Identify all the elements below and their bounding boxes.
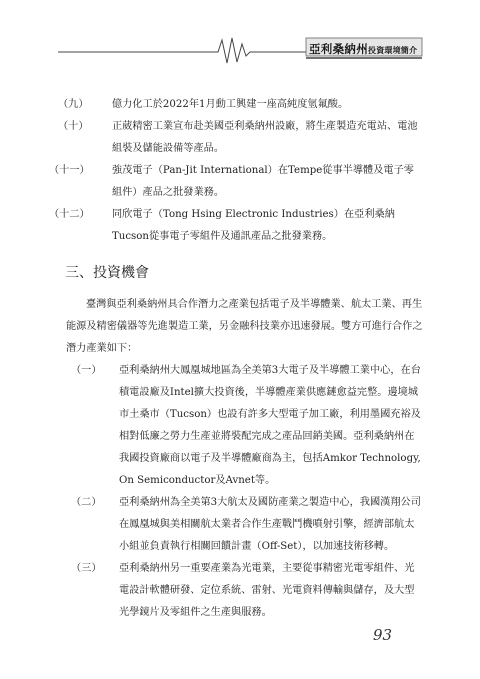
item-text: 同欣電子（Tong Hsing Electronic Industries）在亞利桑納Tucson從事電子零組件及通訊產品之批發業務。 <box>112 209 395 242</box>
page-header <box>0 0 480 70</box>
item-number: （九） <box>58 99 89 110</box>
header-line-graphic <box>0 0 480 70</box>
item-number: （二） <box>71 497 102 508</box>
item-text: 亞利桑納州為全美第3大航太及國防產業之製造中心，我國漢翔公司在鳳凰城與美相關航太業者合作生產戰鬥機噴射引擎，經濟部航太小組並負責執行相關回饋計畫（Off-Set），以加速技術移轉。 <box>119 497 421 552</box>
item-text: 正葳精密工業宣布赴美國亞利桑納州設廠，將生產製造充電站、電池組裝及儲能設備等產品。 <box>112 121 418 154</box>
item-number: （三） <box>71 563 102 574</box>
list-item <box>71 558 424 624</box>
item-number: （一） <box>71 365 102 376</box>
list-item <box>58 94 424 116</box>
list-item <box>71 360 424 492</box>
list-item <box>49 160 424 204</box>
item-text: 亞利桑納州另一重要產業為光電業，主要從事精密光電零組件、光電設計軟體研發、定位系統、雷射、光電資料傳輸與儲存，及大型光學鏡片及零組件之生產與服務。 <box>119 563 415 618</box>
list-item <box>49 204 424 248</box>
item-text: 亞利桑納州大鳳凰城地區為全美第3大電子及半導體工業中心，在台積電設廠及Intel擴大投資後，半導體產業供應鏈愈益完整。邊境城市土桑市（Tucson）也設有許多大型電子加工廠，利用墨國充裕及相對低廉之勞力生產並將裝配完成之產品回銷美國。亞利桑納州在我國投資廠商以電子及半導體廠商為主，包括Amkor Technology, On Semiconductor及Avnet等。 <box>119 365 421 486</box>
header-title-small: 投資環境簡介 <box>368 46 418 55</box>
item-number: （十一） <box>49 165 90 176</box>
item-text: 強茂電子（Pan-Jit International）在Tempe從事半導體及電子零組件）產品之批發業務。 <box>112 165 414 198</box>
item-number: （十） <box>58 121 89 132</box>
list-item <box>58 116 424 160</box>
header-title-main: 亞利桑納州 <box>309 42 368 56</box>
header-title <box>309 41 417 57</box>
section-intro: 臺灣與亞利桑納州具合作潛力之產業包括電子及半導體業、航太工業、再生能源及精密儀器等先進製造工業，另金融科技業亦迅速發展。雙方可進行合作之潛力產業如下： <box>66 299 423 354</box>
page-number: 93 <box>373 626 393 644</box>
item-text: 億力化工於2022年1月動工興建一座高純度氫氟酸。 <box>112 99 349 110</box>
item-number: （十二） <box>49 209 90 220</box>
list-item <box>71 492 424 558</box>
page-content <box>49 94 424 624</box>
section-heading: 三、投資機會 <box>65 265 149 281</box>
